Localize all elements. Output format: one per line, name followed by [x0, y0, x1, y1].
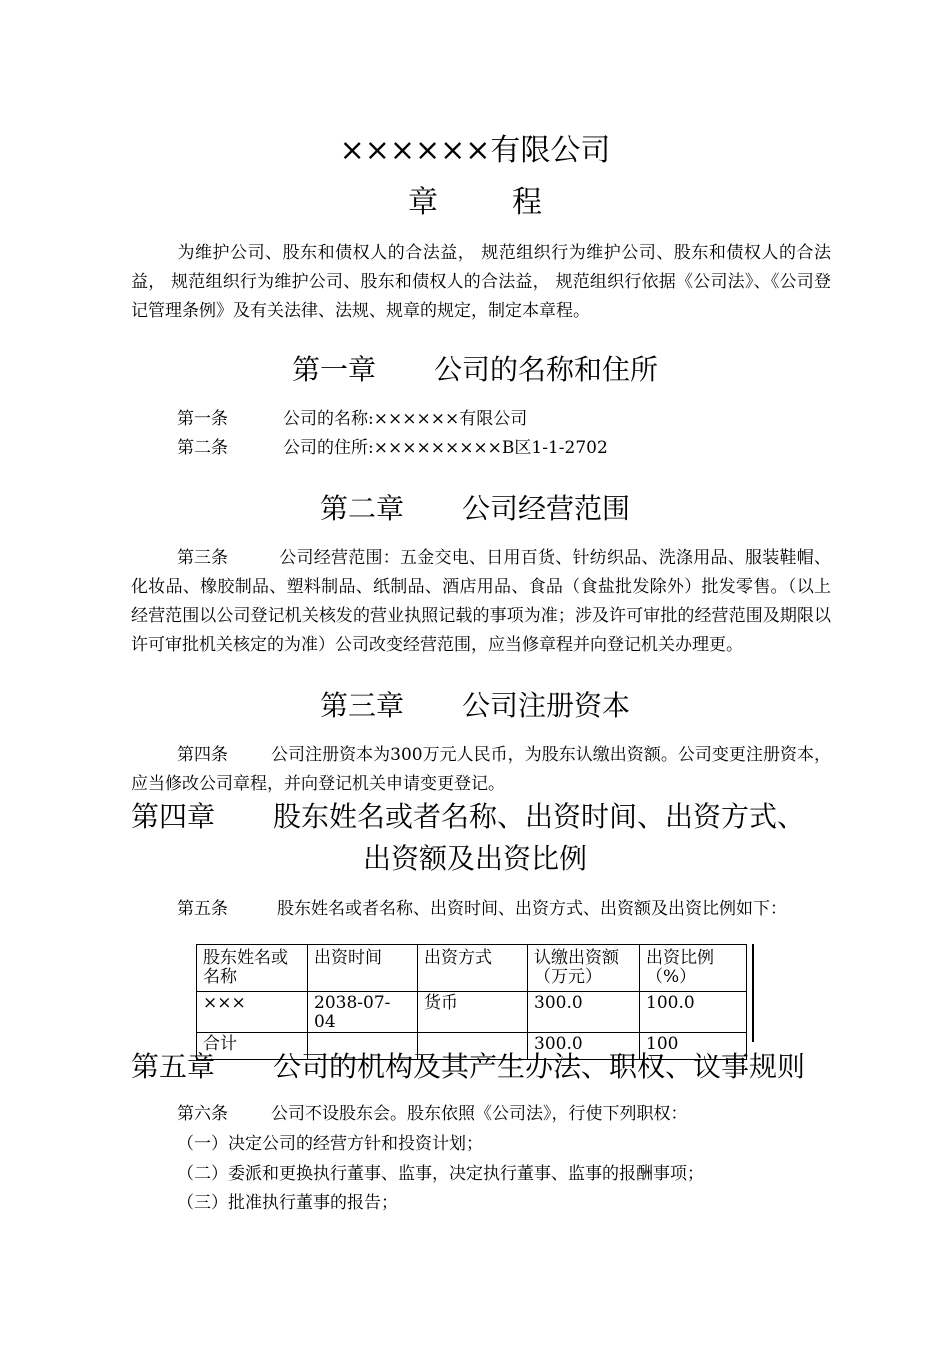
- table-header-cell: 出资方式: [418, 945, 528, 992]
- table-cell: 100: [640, 1033, 747, 1060]
- article-1: [177, 406, 527, 432]
- article-number: 第三条: [177, 548, 228, 568]
- table-cell: ×××: [197, 992, 308, 1033]
- chapter-name: 公司经营范围: [462, 492, 631, 525]
- chapter-name: 公司的名称和住所: [434, 353, 659, 386]
- article-6: [177, 1101, 688, 1127]
- table-cell: 300.0: [528, 1033, 640, 1060]
- chapter-4-heading: [131, 800, 841, 834]
- subtitle-char-2: 程: [512, 185, 542, 220]
- article-text: 公司的住所:×××××××××B区1-1-2702: [283, 438, 608, 458]
- chapter-number: 第四章: [131, 800, 216, 833]
- table-header-cell: 出资时间: [308, 945, 418, 992]
- article-text: 公司不设股东会。股东依照《公司法》，行使下列职权：: [271, 1104, 688, 1124]
- article-2: [177, 435, 608, 461]
- article-3: [131, 544, 831, 660]
- power-item-1: （一）决定公司的经营方针和投资计划；: [177, 1134, 483, 1154]
- chapter-name: 公司注册资本: [462, 689, 631, 722]
- power-item-2: （二）委派和更换执行董事、监事，决定执行董事、监事的报酬事项；: [177, 1164, 704, 1184]
- chapter-number: 第三章: [319, 689, 404, 722]
- chapter-name: 公司的机构及其产生办法、职权、议事规则: [273, 1050, 806, 1083]
- company-title: ××××××有限公司: [339, 133, 611, 168]
- article-5: [131, 895, 831, 924]
- power-item-3: （三）批准执行董事的报告；: [177, 1193, 398, 1213]
- table-row: [197, 992, 747, 1033]
- article-text: 公司的名称:××××××有限公司: [283, 409, 528, 429]
- article-text: 股东姓名或者名称、出资时间、出资方式、出资额及出资比例如下：: [277, 899, 787, 919]
- table-header-cell: 股东姓名或名称: [197, 945, 308, 992]
- article-number: 第六条: [177, 1104, 228, 1124]
- charter-subtitle: [0, 185, 950, 221]
- chapter-number: 第五章: [131, 1050, 216, 1083]
- article-4: [131, 741, 831, 799]
- table-cell: 2038-07-04: [308, 992, 418, 1033]
- chapter-number: 第一章: [291, 353, 376, 386]
- table-header-cell: 认缴出资额（万元）: [528, 945, 640, 992]
- table-header-cell: 出资比例（%）: [640, 945, 747, 992]
- article-number: 第四条: [177, 745, 228, 765]
- chapter-name: 股东姓名或者名称、出资时间、出资方式、: [273, 800, 806, 833]
- table-header-row: [197, 945, 747, 992]
- subtitle-char-1: 章: [408, 185, 438, 220]
- article-text: 公司注册资本为300万元人民币，为股东认缴出资额。公司变更注册资本，应当修改公司章程，并向登记机关申请变更登记。: [131, 745, 831, 794]
- chapter-name-cont: 出资额及出资比例: [362, 842, 587, 875]
- table-cell: 合计: [197, 1033, 308, 1060]
- preamble: 为维护公司、股东和债权人的合法益， 规范组织行为维护公司、股东和债权人的合法益， 规范组织行为维护公司、股东和债权人的合法益， 规范组织行依据《公司法》、《公司登记管理条例》及有关法律、法规、规章的规定，制定本章程。: [131, 243, 831, 321]
- table-border-line: [752, 944, 754, 1042]
- table-cell: 300.0: [528, 992, 640, 1033]
- chapter-5-heading: [131, 1050, 841, 1084]
- article-number: 第一条: [177, 409, 228, 429]
- chapter-2-heading: [0, 492, 950, 526]
- capital-table: [196, 944, 747, 1060]
- chapter-number: 第二章: [319, 492, 404, 525]
- table-cell: 货币: [418, 992, 528, 1033]
- article-number: 第二条: [177, 438, 228, 458]
- chapter-1-heading: [0, 353, 950, 387]
- chapter-4-heading-cont: [0, 842, 950, 876]
- chapter-3-heading: [0, 689, 950, 723]
- article-text: 公司经营范围：五金交电、日用百货、针纺织品、洗涤用品、服装鞋帽、化妆品、橡胶制品、塑料制品、纸制品、酒店用品、食品（食盐批发除外）批发零售。（以上经营范围以公司登记机关核发的营业执照记载的事项为准；涉及许可审批的经营范围及期限以许可审批机关核定的为准）公司改变经营范围，应当修章程并向登记机关办理更。: [131, 548, 831, 655]
- article-number: 第五条: [177, 899, 228, 919]
- table-cell: 100.0: [640, 992, 747, 1033]
